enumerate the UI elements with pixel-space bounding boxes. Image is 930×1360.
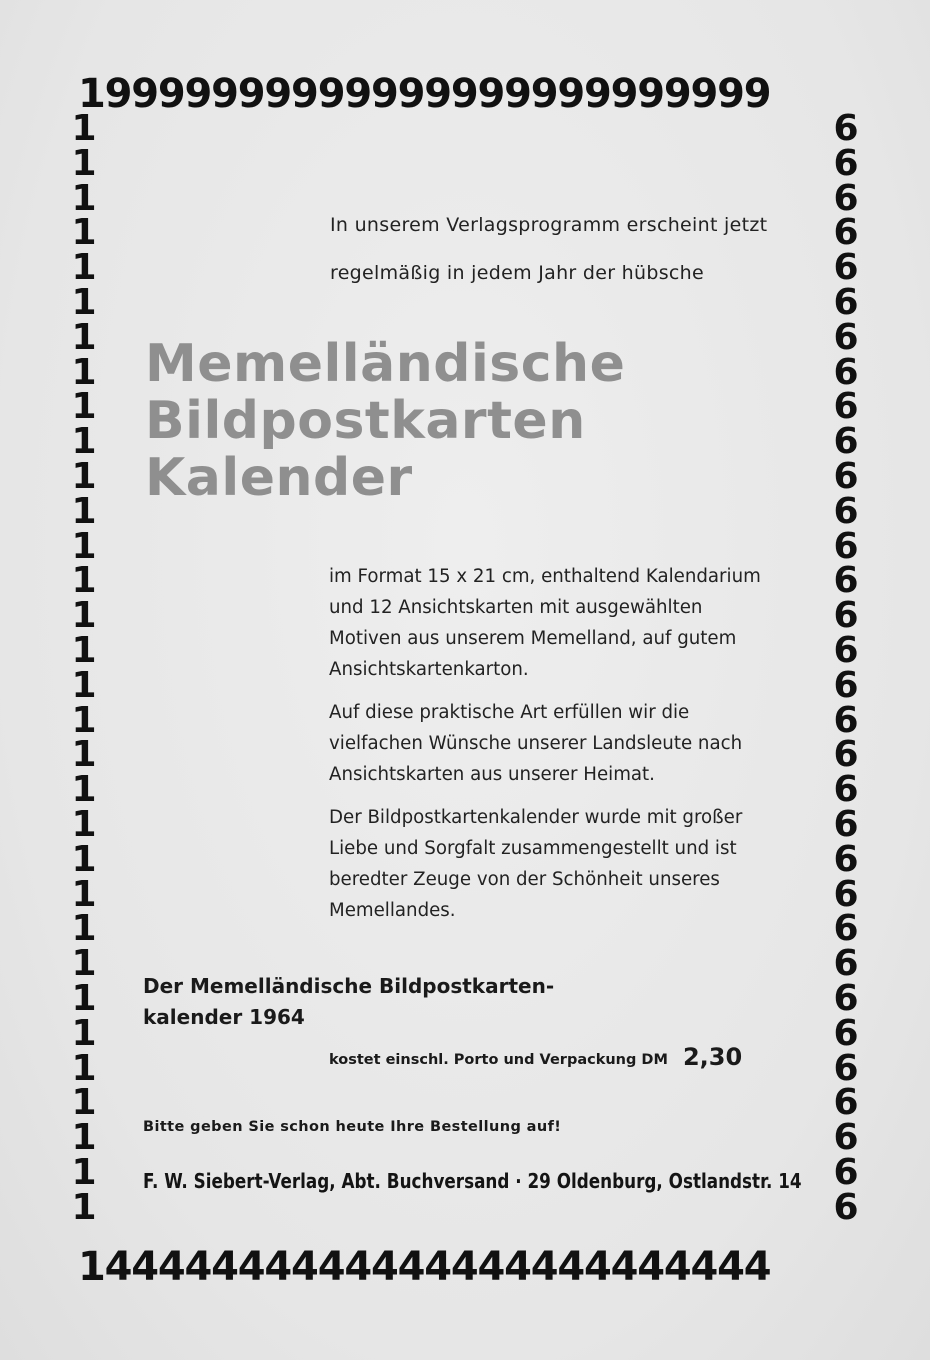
frame-right-digit: 6 <box>833 1082 859 1124</box>
frame-left-digit: 1 <box>71 838 97 880</box>
frame-left-digit: 1 <box>71 386 97 428</box>
frame-left-digit: 1 <box>71 1082 97 1124</box>
frame-left-digit: 1 <box>71 1047 97 1089</box>
product-line-2: kalender 1964 <box>143 1005 305 1029</box>
frame-right-digit: 6 <box>833 769 859 811</box>
frame-left-digit: 1 <box>71 490 97 532</box>
frame-right-digit: 6 <box>833 1012 859 1054</box>
frame-left-column <box>64 108 104 1228</box>
description-paragraph-1: im Format 15 x 21 cm, enthaltend Kalendarium und 12 Ansichtskarten mit ausgewählten Motiven aus unserem Memelland, auf gutem Ansichtskartenkarton. <box>329 566 761 680</box>
intro-line-1: In unserem Verlagsprogramm erscheint jetzt <box>330 214 768 236</box>
frame-right-digit: 6 <box>833 212 859 254</box>
frame-right-digit: 6 <box>833 699 859 741</box>
intro-text <box>330 206 790 302</box>
frame-left-digit: 1 <box>71 664 97 706</box>
frame-left-digit: 1 <box>71 1151 97 1193</box>
frame-left-digit: 1 <box>71 595 97 637</box>
frame-left-digit: 1 <box>71 142 97 184</box>
frame-left-digit: 1 <box>71 455 97 497</box>
product-line-1: Der Memelländische Bildpostkarten- <box>143 974 555 998</box>
order-note: Bitte geben Sie schon heute Ihre Bestellung auf! <box>143 1119 562 1135</box>
frame-left-digit: 1 <box>71 316 97 358</box>
frame-left-digit: 1 <box>71 212 97 254</box>
frame-right-digit: 6 <box>833 873 859 915</box>
title-line-2: Bildpostkarten <box>145 391 586 451</box>
title-line-3: Kalender <box>145 448 413 508</box>
frame-left-digit: 1 <box>71 1186 97 1228</box>
frame-right-digit: 6 <box>833 142 859 184</box>
frame-bottom-row: 14444444444444444444444444 <box>78 1247 771 1287</box>
frame-left-digit: 1 <box>71 908 97 950</box>
frame-right-digit: 6 <box>833 108 859 149</box>
frame-right-digit: 6 <box>833 560 859 602</box>
frame-left-digit: 1 <box>71 943 97 985</box>
frame-left-digit: 1 <box>71 421 97 463</box>
frame-left-digit: 1 <box>71 629 97 671</box>
frame-right-digit: 6 <box>833 351 859 393</box>
frame-right-digit: 6 <box>833 1151 859 1193</box>
frame-right-digit: 6 <box>833 281 859 323</box>
frame-left-digit: 1 <box>71 734 97 776</box>
frame-left-digit: 1 <box>71 560 97 602</box>
description-paragraph-3: Der Bildpostkartenkalender wurde mit großer Liebe und Sorgfalt zusammengestellt und ist beredter Zeuge von der Schönheit unseres Memellandes. <box>329 807 743 921</box>
frame-left-digit: 1 <box>71 977 97 1019</box>
frame-right-digit: 6 <box>833 803 859 845</box>
frame-top-row: 19999999999999999999999999 <box>78 74 771 114</box>
frame-right-digit: 6 <box>833 421 859 463</box>
frame-right-column <box>826 108 866 1228</box>
frame-left-digit: 1 <box>71 699 97 741</box>
frame-left-digit: 1 <box>71 803 97 845</box>
frame-right-digit: 6 <box>833 177 859 219</box>
frame-right-digit: 6 <box>833 908 859 950</box>
intro-line-2: regelmäßig in jedem Jahr der hübsche <box>330 262 704 284</box>
frame-right-digit: 6 <box>833 1117 859 1159</box>
frame-left-digit: 1 <box>71 247 97 289</box>
publisher-address: F. W. Siebert-Verlag, Abt. Buchversand · 29 Oldenburg, Ostlandstr. 14 <box>143 1169 802 1193</box>
description-paragraph-2: Auf diese praktische Art erfüllen wir die vielfachen Wünsche unserer Landsleute nach Ansichtskarten aus unserer Heimat. <box>329 702 743 785</box>
frame-right-digit: 6 <box>833 525 859 567</box>
frame-right-digit: 6 <box>833 664 859 706</box>
frame-right-digit: 6 <box>833 1047 859 1089</box>
frame-right-digit: 6 <box>833 943 859 985</box>
frame-right-digit: 6 <box>833 734 859 776</box>
frame-left-digit: 1 <box>71 108 97 149</box>
frame-right-digit: 6 <box>833 595 859 637</box>
frame-right-digit: 6 <box>833 977 859 1019</box>
frame-right-digit: 6 <box>833 1186 859 1228</box>
price-amount: 2,30 <box>682 1043 743 1071</box>
frame-right-digit: 6 <box>833 386 859 428</box>
title-line-1: Memelländische <box>145 334 626 394</box>
price-line <box>329 1040 742 1077</box>
frame-right-digit: 6 <box>833 247 859 289</box>
frame-left-digit: 1 <box>71 769 97 811</box>
frame-right-digit: 6 <box>833 629 859 671</box>
frame-left-digit: 1 <box>71 351 97 393</box>
frame-left-digit: 1 <box>71 873 97 915</box>
frame-left-digit: 1 <box>71 177 97 219</box>
frame-right-digit: 6 <box>833 838 859 880</box>
frame-right-digit: 6 <box>833 490 859 532</box>
frame-right-digit: 6 <box>833 455 859 497</box>
frame-left-digit: 1 <box>71 1012 97 1054</box>
frame-right-digit: 6 <box>833 316 859 358</box>
price-label: kostet einschl. Porto und Verpackung DM <box>329 1052 668 1068</box>
description <box>329 561 779 938</box>
frame-left-digit: 1 <box>71 1117 97 1159</box>
calendar-title <box>145 336 625 507</box>
frame-left-digit: 1 <box>71 281 97 323</box>
frame-left-digit: 1 <box>71 525 97 567</box>
product-name <box>143 971 554 1033</box>
